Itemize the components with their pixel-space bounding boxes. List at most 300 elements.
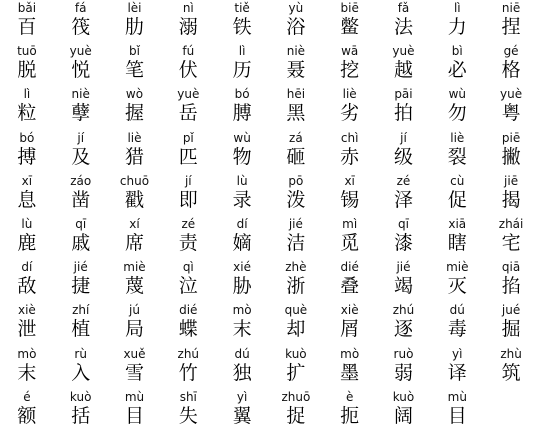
hanzi-character: 格	[501, 59, 521, 82]
character-cell	[430, 217, 484, 260]
hanzi-character: 墨	[340, 361, 360, 384]
hanzi-character: 掘	[501, 318, 521, 341]
hanzi-character: 粤	[501, 102, 521, 125]
character-cell	[484, 1, 538, 44]
pinyin-label: kuò	[69, 389, 92, 404]
pinyin-label: zhè	[285, 260, 307, 275]
pinyin-label: shī	[179, 389, 197, 404]
character-cell	[377, 87, 431, 130]
pinyin-label: zé	[396, 173, 411, 188]
hanzi-character: 凿	[71, 188, 91, 211]
pinyin-label: fú	[182, 44, 195, 59]
pinyin-label: wù	[233, 130, 251, 145]
pinyin-character-grid	[0, 1, 538, 433]
hanzi-character: 捉	[286, 404, 306, 427]
character-cell	[0, 174, 54, 217]
character-cell	[215, 303, 269, 346]
pinyin-label: wā	[341, 44, 359, 59]
pinyin-label: xī	[21, 173, 33, 188]
character-cell	[323, 1, 377, 44]
pinyin-label: jí	[77, 130, 85, 145]
pinyin-label: zhú	[177, 346, 200, 361]
hanzi-character: 蝶	[178, 318, 198, 341]
hanzi-character: 及	[71, 145, 91, 168]
character-cell	[161, 347, 215, 390]
pinyin-label: chuō	[119, 173, 150, 188]
pinyin-label: zhí	[72, 303, 90, 318]
hanzi-character: 泼	[286, 188, 306, 211]
character-cell	[430, 174, 484, 217]
hanzi-character: 黑	[286, 102, 306, 125]
hanzi-character: 泄	[17, 318, 37, 341]
pinyin-label: kuò	[285, 346, 307, 361]
hanzi-character: 阔	[393, 404, 413, 427]
character-cell	[108, 217, 162, 260]
pinyin-label: zhú	[392, 303, 415, 318]
pinyin-label: chì	[340, 130, 359, 145]
hanzi-character: 膊	[232, 102, 252, 125]
hanzi-character: 鳖	[340, 16, 360, 38]
character-cell	[0, 131, 54, 174]
pinyin-label: qiā	[501, 260, 521, 275]
character-cell	[161, 44, 215, 87]
character-cell	[108, 87, 162, 130]
pinyin-label: zhù	[500, 346, 522, 361]
hanzi-character: 岳	[178, 102, 198, 125]
character-cell	[0, 87, 54, 130]
character-cell	[108, 347, 162, 390]
character-cell	[54, 347, 108, 390]
hanzi-character: 挖	[340, 59, 360, 82]
hanzi-character: 觅	[340, 231, 360, 254]
pinyin-label: dié	[340, 260, 359, 275]
pinyin-label: gé	[503, 44, 519, 59]
character-cell	[54, 44, 108, 87]
pinyin-label: é	[23, 389, 31, 404]
character-cell	[323, 44, 377, 87]
pinyin-label: lì	[238, 44, 246, 59]
hanzi-character: 悦	[71, 59, 91, 82]
hanzi-character: 砸	[286, 145, 306, 168]
pinyin-label: qī	[398, 216, 409, 231]
pinyin-label: tuō	[17, 44, 37, 59]
hanzi-character: 戳	[124, 188, 144, 211]
hanzi-character: 握	[124, 102, 144, 125]
character-cell	[323, 303, 377, 346]
character-cell	[215, 174, 269, 217]
hanzi-character: 敌	[17, 275, 37, 298]
pinyin-label: dí	[21, 260, 33, 275]
character-cell	[0, 390, 54, 433]
pinyin-label: xiè	[340, 303, 359, 318]
hanzi-character: 漆	[393, 231, 413, 254]
hanzi-character: 赤	[340, 145, 360, 168]
character-cell	[323, 390, 377, 433]
pinyin-label: yì	[452, 346, 463, 361]
character-cell	[108, 260, 162, 303]
pinyin-label: piē	[501, 130, 521, 145]
pinyin-label: jié	[73, 260, 88, 275]
hanzi-character: 译	[447, 361, 467, 384]
hanzi-character: 录	[232, 188, 252, 211]
hanzi-character: 雪	[124, 361, 144, 384]
pinyin-label: jié	[288, 216, 303, 231]
hanzi-character: 即	[178, 188, 198, 211]
pinyin-label: xiè	[17, 303, 36, 318]
character-cell	[54, 390, 108, 433]
hanzi-character: 必	[447, 59, 467, 82]
character-row	[0, 1, 538, 44]
character-cell	[377, 131, 431, 174]
character-cell	[215, 217, 269, 260]
character-cell	[215, 347, 269, 390]
character-cell	[484, 303, 538, 346]
character-cell	[430, 87, 484, 130]
character-cell	[215, 44, 269, 87]
character-cell	[323, 347, 377, 390]
pinyin-label: nì	[182, 1, 194, 15]
hanzi-character: 百	[17, 16, 37, 38]
pinyin-label: niè	[286, 44, 306, 59]
hanzi-character: 泣	[178, 275, 198, 298]
character-row	[0, 44, 538, 87]
character-cell	[0, 217, 54, 260]
pinyin-label: fǎ	[397, 1, 410, 15]
hanzi-character: 弱	[393, 361, 413, 384]
character-cell	[269, 131, 323, 174]
character-cell	[161, 1, 215, 44]
pinyin-label: tiě	[234, 1, 250, 15]
pinyin-label: wò	[125, 87, 144, 102]
pinyin-label: miè	[123, 260, 146, 275]
hanzi-character: 植	[71, 318, 91, 341]
pinyin-label: xiā	[448, 216, 467, 231]
character-cell	[0, 260, 54, 303]
hanzi-character: 蔑	[124, 275, 144, 298]
pinyin-label: yuè	[392, 44, 415, 59]
character-cell	[269, 217, 323, 260]
pinyin-label: lù	[21, 216, 33, 231]
character-cell	[161, 260, 215, 303]
pinyin-label: xī	[344, 173, 355, 188]
character-cell	[377, 44, 431, 87]
pinyin-label: jué	[501, 303, 521, 318]
character-cell	[0, 44, 54, 87]
character-cell	[430, 390, 484, 433]
pinyin-label: què	[284, 303, 308, 318]
hanzi-character: 捷	[71, 275, 91, 298]
hanzi-character: 宅	[501, 231, 521, 254]
pinyin-label: kuò	[392, 389, 415, 404]
hanzi-character: 拍	[393, 102, 413, 125]
character-row	[0, 347, 538, 390]
character-cell	[323, 260, 377, 303]
character-cell	[108, 174, 162, 217]
hanzi-character: 入	[71, 361, 91, 384]
character-cell	[161, 217, 215, 260]
hanzi-character: 末	[17, 361, 37, 384]
character-cell	[108, 1, 162, 44]
character-cell	[0, 1, 54, 44]
hanzi-character: 末	[232, 318, 252, 341]
hanzi-character: 翼	[232, 404, 252, 427]
character-cell	[484, 260, 538, 303]
hanzi-character: 目	[124, 404, 144, 427]
character-cell	[484, 87, 538, 130]
pinyin-label: hēi	[286, 87, 306, 102]
character-cell	[215, 131, 269, 174]
character-row	[0, 390, 538, 433]
character-cell	[215, 1, 269, 44]
pinyin-label: mò	[17, 346, 37, 361]
hanzi-character: 勿	[447, 102, 467, 125]
hanzi-character: 洁	[286, 231, 306, 254]
character-cell	[269, 390, 323, 433]
hanzi-character: 竹	[178, 361, 198, 384]
character-row	[0, 303, 538, 346]
hanzi-character: 逐	[393, 318, 413, 341]
hanzi-character: 越	[393, 59, 413, 82]
pinyin-label: yuè	[69, 44, 92, 59]
hanzi-character: 笔	[124, 59, 144, 82]
character-cell	[54, 87, 108, 130]
hanzi-character: 肋	[124, 16, 144, 38]
character-cell	[269, 44, 323, 87]
pinyin-label: zhuō	[281, 389, 311, 404]
pinyin-label: qì	[182, 260, 194, 275]
hanzi-character: 胁	[232, 275, 252, 298]
pinyin-label: jié	[396, 260, 411, 275]
hanzi-character: 撇	[501, 145, 521, 168]
character-cell	[108, 131, 162, 174]
character-cell	[430, 44, 484, 87]
hanzi-character: 括	[71, 404, 91, 427]
hanzi-character: 法	[393, 16, 413, 38]
hanzi-character: 独	[232, 361, 252, 384]
character-cell	[108, 390, 162, 433]
character-cell	[54, 131, 108, 174]
hanzi-character: 捏	[501, 16, 521, 38]
hanzi-character: 却	[286, 318, 306, 341]
pinyin-label: jí	[400, 130, 407, 145]
hanzi-character: 叠	[340, 275, 360, 298]
character-cell	[54, 217, 108, 260]
hanzi-character: 竭	[393, 275, 413, 298]
hanzi-character: 脱	[17, 59, 37, 82]
pinyin-label: miè	[446, 260, 469, 275]
hanzi-character: 匹	[178, 145, 198, 168]
pinyin-label: yù	[288, 1, 304, 15]
character-cell	[377, 217, 431, 260]
character-cell	[269, 174, 323, 217]
character-cell	[377, 303, 431, 346]
hanzi-character: 屑	[340, 318, 360, 341]
hanzi-character: 额	[17, 404, 37, 427]
pinyin-label: liè	[450, 130, 465, 145]
pinyin-label: pāi	[394, 87, 413, 102]
hanzi-character: 失	[178, 404, 198, 427]
pinyin-label: xié	[233, 260, 251, 275]
character-cell	[484, 131, 538, 174]
pinyin-label: mù	[124, 389, 145, 404]
pinyin-label: pō	[288, 173, 304, 188]
character-cell	[54, 303, 108, 346]
hanzi-character: 聂	[286, 59, 306, 82]
pinyin-label: rù	[74, 346, 87, 361]
pinyin-label: qī	[75, 216, 87, 231]
character-cell	[377, 347, 431, 390]
character-cell	[161, 87, 215, 130]
pinyin-label: lù	[236, 173, 248, 188]
character-cell	[269, 87, 323, 130]
pinyin-label: wù	[448, 87, 466, 102]
pinyin-label: lì	[453, 1, 461, 15]
hanzi-character: 锡	[340, 188, 360, 211]
hanzi-character: 浙	[286, 275, 306, 298]
pinyin-label: bó	[19, 130, 35, 145]
pinyin-label: liè	[342, 87, 357, 102]
hanzi-character: 浴	[286, 16, 306, 38]
character-cell	[54, 1, 108, 44]
character-cell	[269, 260, 323, 303]
character-cell	[430, 1, 484, 44]
character-cell	[0, 303, 54, 346]
hanzi-character: 粒	[17, 102, 37, 125]
hanzi-character: 鹿	[17, 231, 37, 254]
hanzi-character: 揭	[501, 188, 521, 211]
pinyin-label: jiē	[504, 173, 519, 188]
character-cell	[161, 303, 215, 346]
hanzi-character: 席	[124, 231, 144, 254]
character-row	[0, 131, 538, 174]
hanzi-character: 物	[232, 145, 252, 168]
hanzi-character: 搏	[17, 145, 37, 168]
hanzi-character: 历	[232, 59, 252, 82]
pinyin-label: biē	[340, 1, 359, 15]
pinyin-label: niē	[501, 1, 521, 15]
character-cell	[323, 87, 377, 130]
hanzi-character: 扼	[340, 404, 360, 427]
hanzi-character: 筑	[501, 361, 521, 384]
pinyin-label: dú	[449, 303, 465, 318]
pinyin-label: fá	[74, 1, 87, 15]
character-cell	[430, 347, 484, 390]
pinyin-label: bǎi	[17, 1, 37, 15]
pinyin-label: è	[345, 389, 354, 404]
character-cell	[323, 131, 377, 174]
pinyin-label: dí	[236, 216, 248, 231]
hanzi-character: 责	[178, 231, 198, 254]
character-cell	[430, 131, 484, 174]
character-cell	[377, 1, 431, 44]
character-cell	[269, 1, 323, 44]
character-cell	[161, 131, 215, 174]
pinyin-label: zé	[181, 216, 196, 231]
character-cell	[269, 303, 323, 346]
hanzi-character: 扩	[286, 361, 306, 384]
character-cell	[377, 390, 431, 433]
hanzi-character: 溺	[178, 16, 198, 38]
pinyin-label: xuě	[123, 346, 146, 361]
character-cell	[161, 390, 215, 433]
pinyin-label: zhái	[498, 216, 524, 231]
hanzi-character: 目	[447, 404, 467, 427]
hanzi-character: 猎	[124, 145, 144, 168]
pinyin-label: liè	[127, 130, 142, 145]
character-row	[0, 217, 538, 260]
pinyin-label: bó	[234, 87, 250, 102]
hanzi-character: 嫡	[232, 231, 252, 254]
character-cell	[484, 174, 538, 217]
character-cell	[377, 174, 431, 217]
pinyin-label: mò	[232, 303, 252, 318]
pinyin-label: cù	[450, 173, 465, 188]
pinyin-label: bǐ	[129, 44, 140, 59]
character-cell	[215, 87, 269, 130]
pinyin-label: jú	[129, 303, 140, 318]
hanzi-character: 级	[393, 145, 413, 168]
character-cell	[484, 217, 538, 260]
hanzi-character: 局	[124, 318, 144, 341]
pinyin-label: yuè	[500, 87, 523, 102]
character-cell	[215, 390, 269, 433]
character-cell	[377, 260, 431, 303]
character-row	[0, 174, 538, 217]
pinyin-label: záo	[70, 173, 92, 188]
hanzi-character: 掐	[501, 275, 521, 298]
pinyin-label: zá	[289, 130, 303, 145]
pinyin-label: bì	[451, 44, 463, 59]
pinyin-label: ruò	[393, 346, 414, 361]
hanzi-character: 促	[447, 188, 467, 211]
pinyin-label: lèi	[127, 1, 142, 15]
pinyin-label: lì	[23, 87, 31, 102]
character-cell	[0, 347, 54, 390]
pinyin-label: jí	[184, 173, 192, 188]
hanzi-character: 灭	[447, 275, 467, 298]
pinyin-label: pǐ	[182, 130, 194, 145]
character-cell	[108, 44, 162, 87]
hanzi-character: 息	[17, 188, 37, 211]
pinyin-label: yì	[236, 389, 248, 404]
character-cell	[484, 44, 538, 87]
hanzi-character: 铁	[232, 16, 252, 38]
hanzi-character: 劣	[340, 102, 360, 125]
character-cell	[484, 347, 538, 390]
pinyin-label: mì	[342, 216, 358, 231]
character-cell	[430, 260, 484, 303]
hanzi-character: 戚	[71, 231, 91, 254]
hanzi-character: 瞎	[447, 231, 467, 254]
character-cell	[323, 174, 377, 217]
pinyin-label: niè	[71, 87, 90, 102]
character-row	[0, 87, 538, 130]
pinyin-label: xí	[129, 216, 140, 231]
pinyin-label: yuè	[177, 87, 200, 102]
pinyin-label: mò	[340, 346, 360, 361]
hanzi-character: 孽	[71, 102, 91, 125]
pinyin-label: dié	[179, 303, 198, 318]
character-cell	[108, 303, 162, 346]
character-cell	[161, 174, 215, 217]
character-cell	[430, 303, 484, 346]
character-cell	[54, 260, 108, 303]
hanzi-character: 力	[447, 16, 467, 38]
character-cell	[323, 217, 377, 260]
character-cell	[54, 174, 108, 217]
character-row	[0, 260, 538, 303]
character-cell	[215, 260, 269, 303]
